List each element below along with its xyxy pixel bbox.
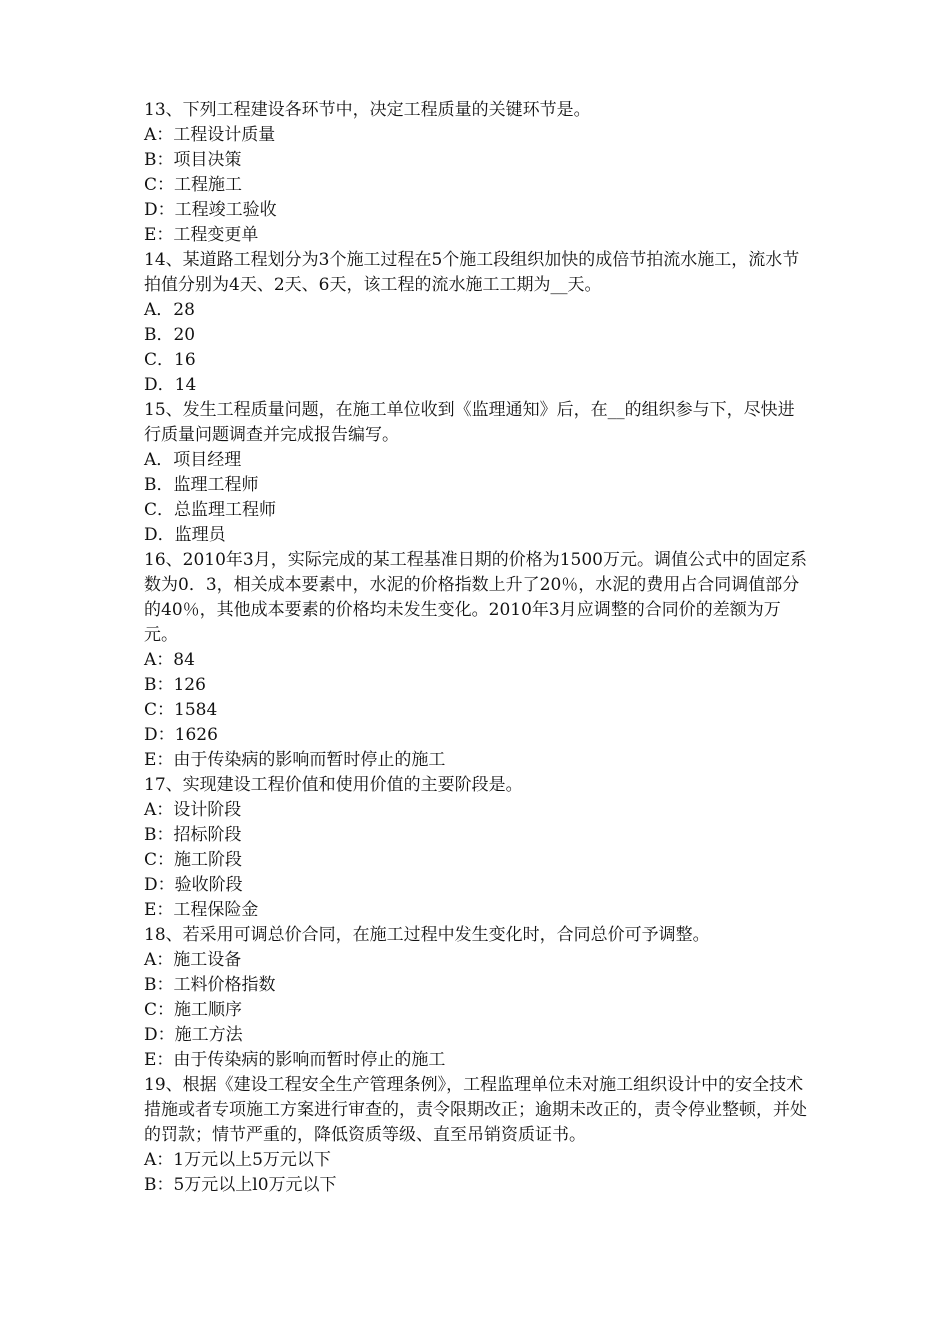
option-e: E：工程变更单 (144, 225, 259, 245)
option-c: C：1584 (144, 700, 218, 720)
question-stem: 18、若采用可调总价合同，在施工过程中发生变化时，合同总价可予调整。 (144, 925, 710, 945)
question-17 (144, 773, 808, 923)
option-a: A：工程设计质量 (144, 125, 276, 145)
option-c: C：工程施工 (144, 175, 243, 195)
question-stem: 14、某道路工程划分为3个施工过程在5个施工段组织加快的成倍节拍流水施工，流水节拍值分别为4天、2天、6天，该工程的流水施工工期为__天。 (144, 250, 800, 295)
question-16 (144, 548, 808, 773)
option-b: B：126 (144, 675, 206, 695)
option-d: D：验收阶段 (144, 875, 243, 895)
question-stem: 16、2010年3月，实际完成的某工程基准日期的价格为1500万元。调值公式中的固定系数为0．3，相关成本要素中，水泥的价格指数上升了20％，水泥的费用占合同调值部分的40％，其他成本要素的价格均未发生变化。2010年3月应调整的合同价的差额为万元。 (144, 550, 807, 645)
option-a: A：1万元以上5万元以下 (144, 1150, 331, 1170)
option-a: A．项目经理 (144, 450, 242, 470)
question-14 (144, 248, 808, 398)
option-a: A：施工设备 (144, 950, 242, 970)
option-a: A：设计阶段 (144, 800, 242, 820)
option-b: B：工料价格指数 (144, 975, 276, 995)
option-d: D：施工方法 (144, 1025, 243, 1045)
option-d: D．监理员 (144, 525, 226, 545)
option-b: B．20 (144, 325, 196, 345)
option-d: D：1626 (144, 725, 218, 745)
option-b: B：招标阶段 (144, 825, 242, 845)
option-a: A．28 (144, 300, 195, 320)
option-c: C．总监理工程师 (144, 500, 277, 520)
document-page (144, 98, 808, 1198)
question-stem: 13、下列工程建设各环节中，决定工程质量的关键环节是。 (144, 100, 591, 120)
option-a: A：84 (144, 650, 195, 670)
question-15 (144, 398, 808, 548)
question-stem: 15、发生工程质量问题，在施工单位收到《监理通知》后，在__的组织参与下，尽快进行质量问题调查并完成报告编写。 (144, 400, 795, 445)
question-19 (144, 1073, 808, 1198)
question-18 (144, 923, 808, 1073)
option-e: E：由于传染病的影响而暂时停止的施工 (144, 750, 446, 770)
option-c: C：施工阶段 (144, 850, 243, 870)
question-stem: 17、实现建设工程价值和使用价值的主要阶段是。 (144, 775, 523, 795)
option-b: B：5万元以上l0万元以下 (144, 1175, 337, 1195)
option-c: C：施工顺序 (144, 1000, 243, 1020)
option-e: E：工程保险金 (144, 900, 259, 920)
option-c: C．16 (144, 350, 196, 370)
option-d: D：工程竣工验收 (144, 200, 277, 220)
option-b: B．监理工程师 (144, 475, 259, 495)
question-13 (144, 98, 808, 248)
question-stem: 19、根据《建设工程安全生产管理条例》，工程监理单位未对施工组织设计中的安全技术措施或者专项施工方案进行审查的，责令限期改正；逾期未改正的，责令停业整顿，并处的罚款；情节严重的，降低资质等级、直至吊销资质证书。 (144, 1075, 807, 1145)
option-d: D．14 (144, 375, 197, 395)
option-b: B：项目决策 (144, 150, 242, 170)
option-e: E：由于传染病的影响而暂时停止的施工 (144, 1050, 446, 1070)
